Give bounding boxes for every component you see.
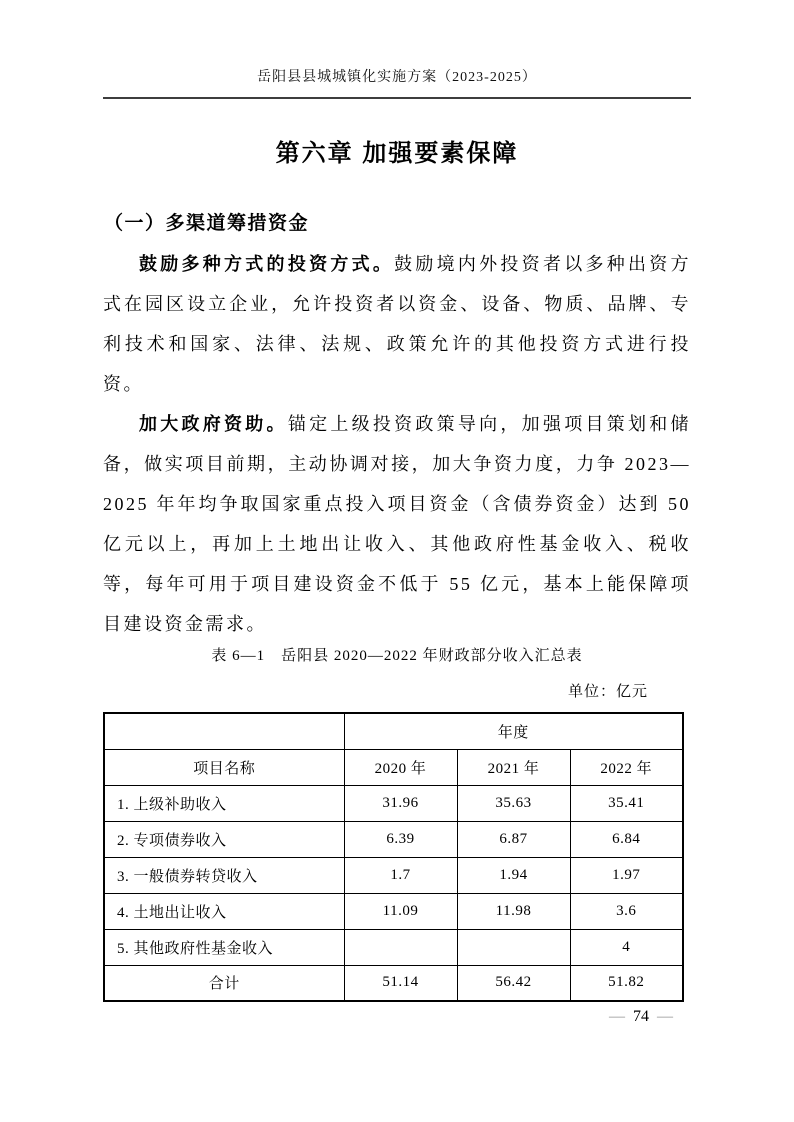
table-row bbox=[104, 893, 683, 929]
page-number: 74 bbox=[633, 1008, 649, 1025]
row-label: 4. 土地出让收入 bbox=[104, 893, 344, 929]
col-header-2022: 2022 年 bbox=[570, 749, 683, 785]
document-header-title: 岳阳县县城城镇化实施方案（2023-2025） bbox=[257, 70, 537, 85]
table-row bbox=[104, 857, 683, 893]
cell-value: 11.09 bbox=[344, 893, 457, 929]
row-label: 3. 一般债券转贷收入 bbox=[104, 857, 344, 893]
cell-value: 1.7 bbox=[344, 857, 457, 893]
table-row bbox=[104, 821, 683, 857]
page-footer bbox=[103, 1008, 673, 1026]
section-heading: （一）多渠道筹措资金 bbox=[104, 213, 310, 234]
total-value: 56.42 bbox=[457, 965, 570, 1001]
cell-value: 11.98 bbox=[457, 893, 570, 929]
paragraph-2-body: 锚定上级投资政策导向，加强项目策划和储备，做实项目前期，主动协调对接，加大争资力度，力争 2023—2025 年年均争取国家重点投入项目资金（含债券资金）达到 50 亿元以上，再加上土地出让收入、其他政府性基金收入、税收等，每年可用于项目建设资金不低于 55 亿元，基本上能保障项目建设资金需求。 bbox=[103, 414, 692, 634]
cell-value: 4 bbox=[570, 929, 683, 965]
body-text bbox=[103, 244, 691, 644]
cell-value: 3.6 bbox=[570, 893, 683, 929]
cell-value: 6.39 bbox=[344, 821, 457, 857]
col-header-2020: 2020 年 bbox=[344, 749, 457, 785]
paragraph-1-lead: 鼓励多种方式的投资方式。 bbox=[139, 254, 395, 274]
cell-value: 35.41 bbox=[570, 785, 683, 821]
cell-value: 1.94 bbox=[457, 857, 570, 893]
cell-value bbox=[457, 929, 570, 965]
row-label: 1. 上级补助收入 bbox=[104, 785, 344, 821]
header-rule bbox=[103, 97, 691, 99]
table-row-column-headers bbox=[104, 749, 683, 785]
cell-value: 31.96 bbox=[344, 785, 457, 821]
table-row bbox=[104, 785, 683, 821]
total-label: 合计 bbox=[104, 965, 344, 1001]
chapter-title: 第六章 加强要素保障 bbox=[275, 140, 519, 167]
paragraph-2 bbox=[103, 404, 691, 644]
footer-dash-right: — bbox=[657, 1008, 673, 1025]
cell-value: 35.63 bbox=[457, 785, 570, 821]
table-unit-label: 单位：亿元 bbox=[567, 684, 648, 700]
cell-value: 1.97 bbox=[570, 857, 683, 893]
cell-value bbox=[344, 929, 457, 965]
table-row bbox=[104, 929, 683, 965]
total-value: 51.14 bbox=[344, 965, 457, 1001]
total-value: 51.82 bbox=[570, 965, 683, 1001]
revenue-table bbox=[103, 712, 684, 1002]
paragraph-1-body: 鼓励境内外投资者以多种出资方式在园区设立企业，允许投资者以资金、设备、物质、品牌、专利技术和国家、法律、法规、政策允许的其他投资方式进行投资。 bbox=[103, 254, 692, 394]
name-column-header: 项目名称 bbox=[104, 749, 344, 785]
table-row-total bbox=[104, 965, 683, 1001]
table-caption: 表 6—1 岳阳县 2020—2022 年财政部分收入汇总表 bbox=[211, 648, 583, 664]
table-row-year-group bbox=[104, 713, 683, 749]
cell-value: 6.87 bbox=[457, 821, 570, 857]
year-group-header: 年度 bbox=[344, 713, 683, 749]
cell-value: 6.84 bbox=[570, 821, 683, 857]
row-label: 2. 专项债券收入 bbox=[104, 821, 344, 857]
row-label: 5. 其他政府性基金收入 bbox=[104, 929, 344, 965]
paragraph-1 bbox=[103, 244, 691, 404]
empty-corner-cell bbox=[104, 713, 344, 749]
paragraph-2-lead: 加大政府资助。 bbox=[139, 414, 288, 434]
col-header-2021: 2021 年 bbox=[457, 749, 570, 785]
footer-dash-left: — bbox=[609, 1008, 625, 1025]
